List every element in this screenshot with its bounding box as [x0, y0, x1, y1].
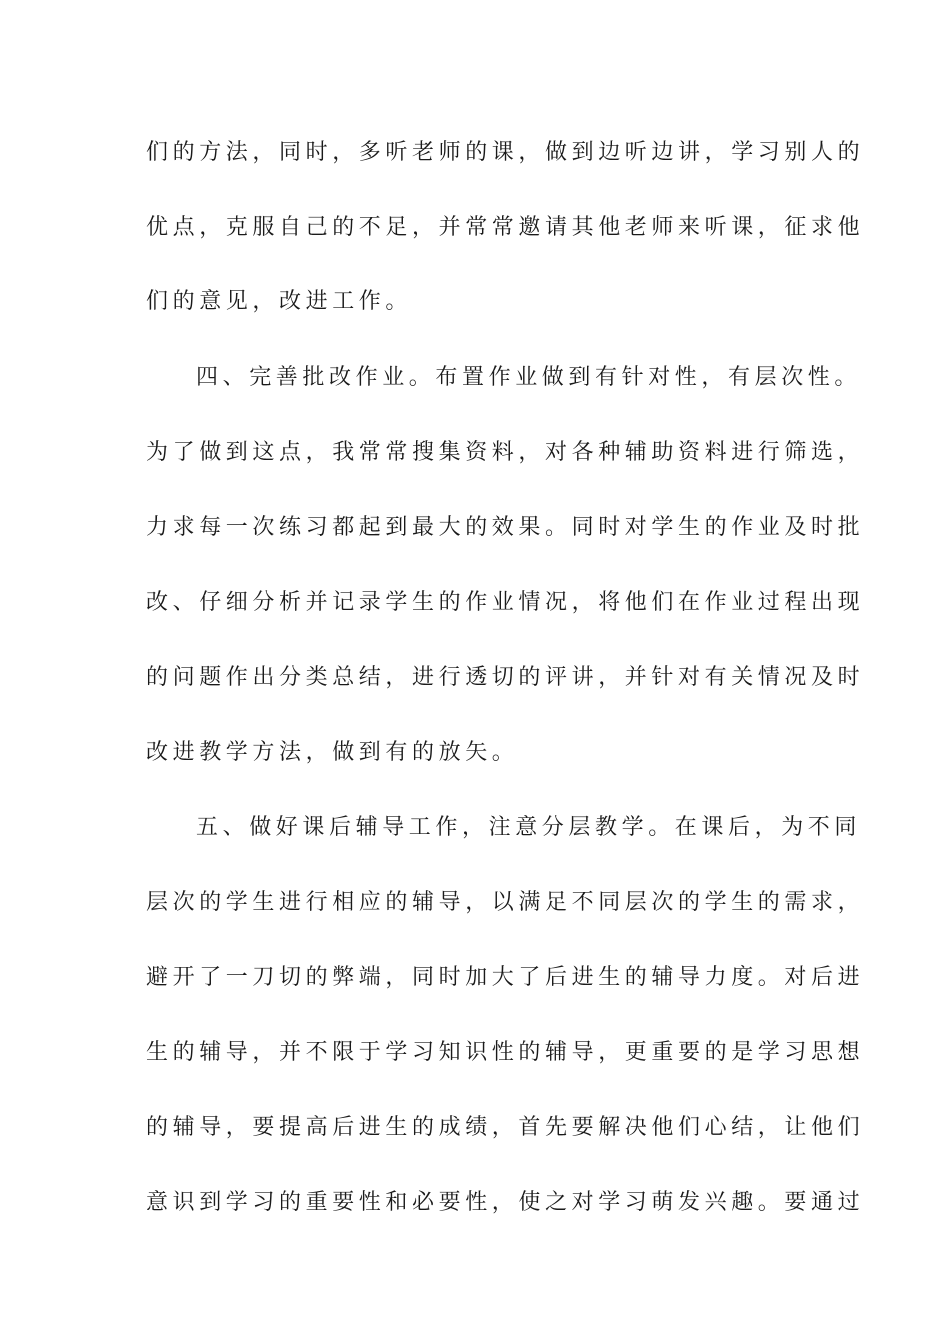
text-line: 们的方法，同时，多听老师的课，做到边听边讲，学习别人的	[146, 140, 865, 165]
text-line: 力求每一次练习都起到最大的效果。同时对学生的作业及时批	[146, 515, 865, 540]
text-line: 改进教学方法，做到有的放矢。	[146, 740, 519, 765]
paragraph-heading-line: 四、完善批改作业。布置作业做到有针对性，有层次性。	[196, 365, 862, 390]
text-line: 层次的学生进行相应的辅导，以满足不同层次的学生的需求，	[146, 890, 865, 915]
text-line: 的问题作出分类总结，进行透切的评讲，并针对有关情况及时	[146, 665, 865, 690]
paragraph-heading-line: 五、做好课后辅导工作，注意分层教学。在课后，为不同	[196, 815, 862, 840]
text-line: 避开了一刀切的弊端，同时加大了后进生的辅导力度。对后进	[146, 965, 865, 990]
text-line: 生的辅导，并不限于学习知识性的辅导，更重要的是学习思想	[146, 1040, 865, 1065]
text-line: 改、仔细分析并记录学生的作业情况，将他们在作业过程出现	[146, 590, 865, 615]
text-line: 优点，克服自己的不足，并常常邀请其他老师来听课，征求他	[146, 215, 865, 240]
text-line: 们的意见，改进工作。	[146, 289, 413, 314]
text-line: 为了做到这点，我常常搜集资料，对各种辅助资料进行筛选，	[146, 440, 865, 465]
text-line: 的辅导，要提高后进生的成绩，首先要解决他们心结，让他们	[146, 1115, 865, 1140]
text-line: 意识到学习的重要性和必要性，使之对学习萌发兴趣。要通过	[146, 1190, 865, 1215]
